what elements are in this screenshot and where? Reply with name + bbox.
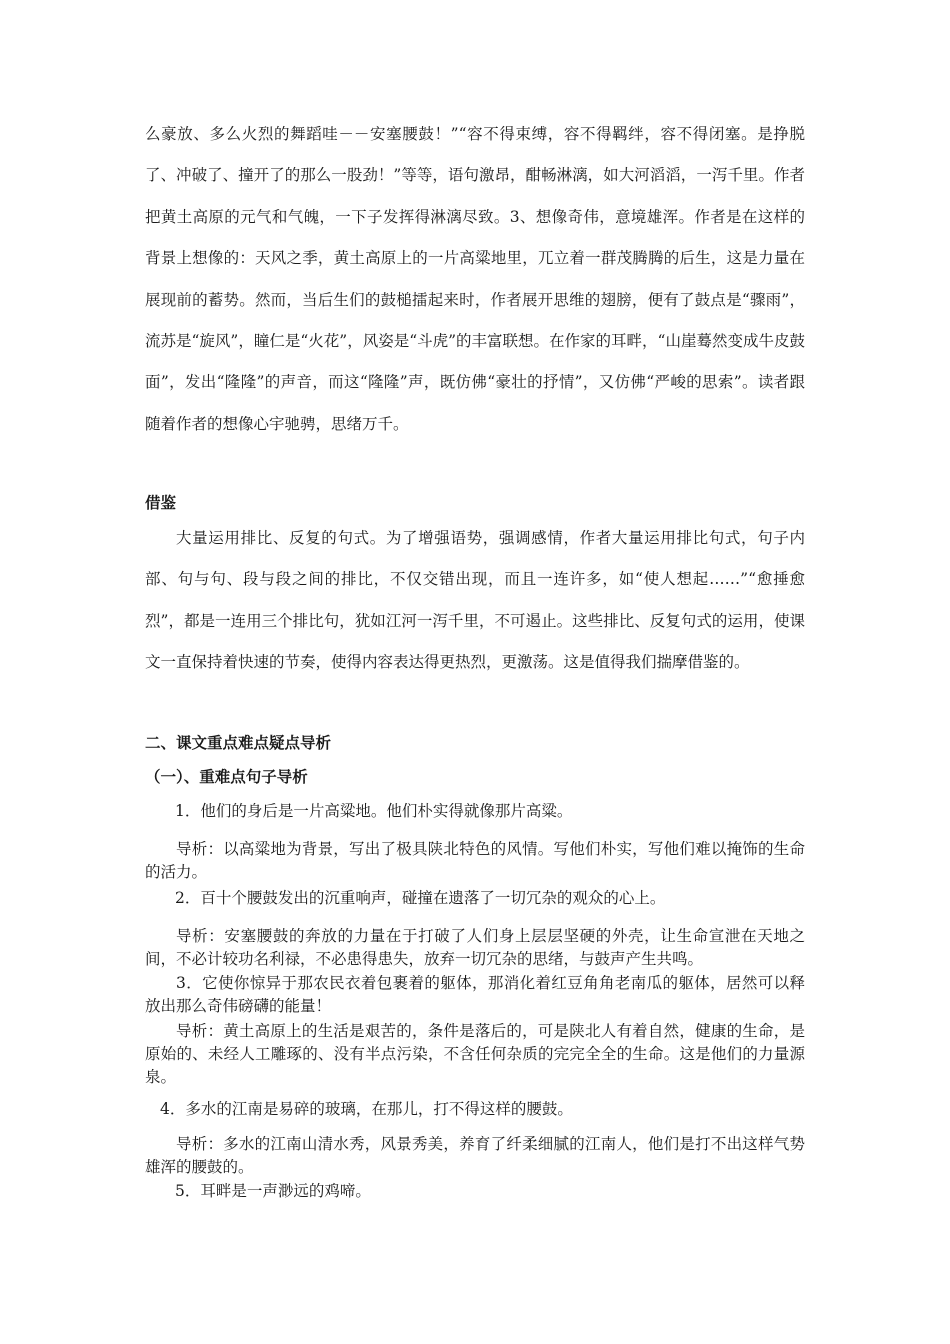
analysis-1: 导析：以高粱地为背景，写出了极具陕北特色的风情。写他们朴实，写他们难以掩饰的生命的活力。 bbox=[145, 840, 805, 881]
analysis-2: 导析：安塞腰鼓的奔放的力量在于打破了人们身上层层坚硬的外壳，让生命宣泄在天地之间，不必计较功名利禄，不必患得患失，放弃一切冗杂的思绪，与鼓声产生共鸣。 bbox=[145, 927, 805, 968]
subsection-heading: （一）、重难点句子导析 bbox=[145, 768, 308, 786]
sentence-2: 2．百十个腰鼓发出的沉重响声，碰撞在遗落了一切冗杂的观众的心上。 bbox=[175, 889, 666, 907]
sentence-1: 1．他们的身后是一片高粱地。他们朴实得就像那片高粱。 bbox=[175, 802, 573, 820]
section-heading: 二、课文重点难点疑点导析 bbox=[145, 734, 332, 752]
analysis-4: 导析：多水的江南山清水秀，风景秀美，养育了纤柔细腻的江南人，他们是打不出这样气势雄浑的腰鼓的。 bbox=[145, 1135, 805, 1176]
sentence-3: 3．它使你惊异于那农民衣着包裹着的躯体，那消化着红豆角角老南瓜的躯体，居然可以释放出那么奇伟磅礴的能量！ bbox=[145, 974, 805, 1015]
intro-paragraph: 么豪放、多么火烈的舞蹈哇－－安塞腰鼓！”“容不得束缚，容不得羁绊，容不得闭塞。是挣脱了、冲破了、撞开了的那么一股劲！”等等，语句激昂，酣畅淋漓，如大河滔滔，一泻千里。作者把黄土高原的元气和气魄，一下子发挥得淋漓尽致。3、想像奇伟，意境雄浑。作者是在这样的背景上想像的：天风之季，黄土高原上的一片高粱地里，兀立着一群茂腾腾的后生，这是力量在展现前的蓄势。然而，当后生们的鼓槌擂起来时，作者展开思维的翅膀，便有了鼓点是“骤雨”，流苏是“旋风”，瞳仁是“火花”，风姿是“斗虎”的丰富联想。在作家的耳畔，“山崖蓦然变成牛皮鼓面”，发出“隆隆”的声音，而这“隆隆”声，既仿佛“豪壮的抒情”，又仿佛“严峻的思索”。读者跟随着作者的想像心宇驰骋，思绪万千。 bbox=[145, 125, 805, 433]
analysis-3: 导析：黄土高原上的生活是艰苦的，条件是落后的，可是陕北人有着自然，健康的生命，是原始的、未经人工雕琢的、没有半点污染，不含任何杂质的完完全全的生命。这是他们的力量源泉。 bbox=[145, 1022, 805, 1086]
jiejian-heading: 借鉴 bbox=[145, 494, 177, 512]
sentence-4: 4．多水的江南是易碎的玻璃，在那儿，打不得这样的腰鼓。 bbox=[160, 1100, 573, 1118]
jiejian-paragraph: 大量运用排比、反复的句式。为了增强语势，强调感情，作者大量运用排比句式，句子内部、句与句、段与段之间的排比，不仅交错出现，而且一连许多，如“使人想起……”“愈捶愈烈”，都是一连用三个排比句，犹如江河一泻千里，不可遏止。这些排比、反复句式的运用，使课文一直保持着快速的节奏，使得内容表达得更热烈，更激荡。这是值得我们揣摩借鉴的。 bbox=[145, 529, 805, 672]
sentence-5: 5．耳畔是一声渺远的鸡啼。 bbox=[175, 1182, 371, 1200]
